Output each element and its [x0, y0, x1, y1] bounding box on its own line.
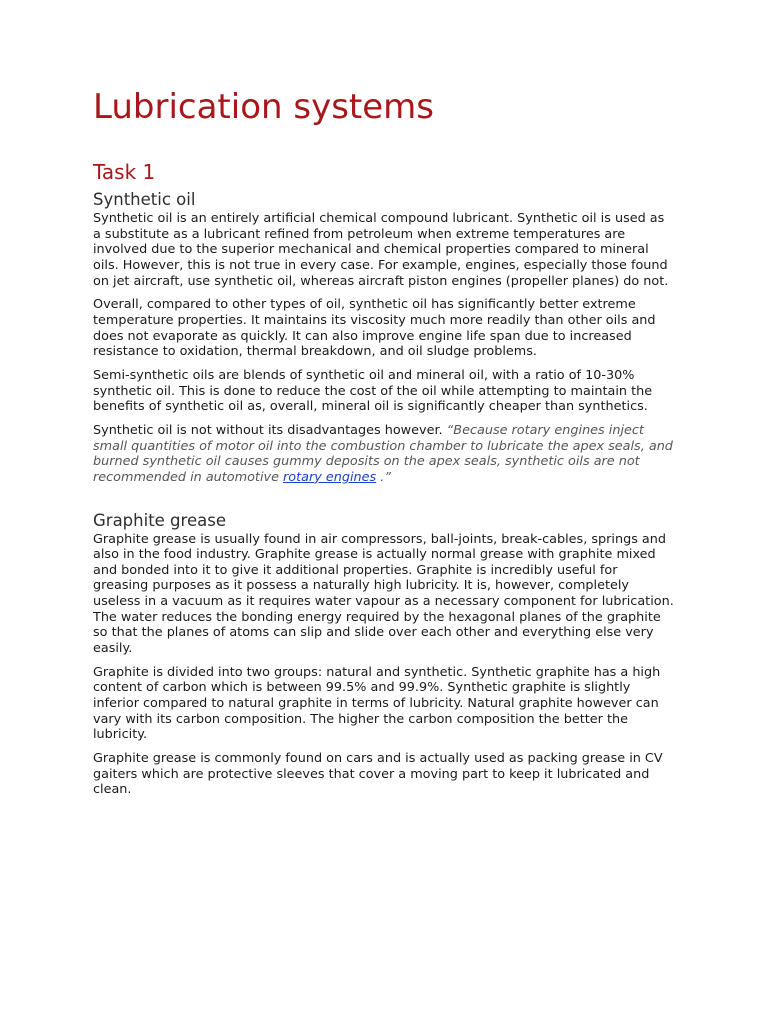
- document-title: Lubrication systems: [93, 87, 434, 127]
- graphite-paragraph-3: Graphite grease is commonly found on cars and is actually used as packing grease in CV gaiters which are protective sleeves that cover a moving part to keep it lubricated and clean.: [93, 751, 663, 798]
- graphite-grease-heading: Graphite grease: [93, 510, 226, 530]
- synthetic-paragraph-4: [93, 423, 676, 486]
- task-heading: Task 1: [93, 160, 156, 184]
- rotary-engines-link[interactable]: rotary engines: [283, 469, 377, 485]
- graphite-paragraph-1: Graphite grease is usually found in air compressors, ball-joints, break-cables, springs and also in the food industry. Graphite grease is actually normal grease with graphite mixed and bonded into it to give it additional properties. Graphite is incredibly useful for greasing purposes as it possess a naturally high lubricity. It is, however, completely useless in a vacuum as it requires water vapour as a necessary component for lubrication. The water reduces the bonding energy required by the hexagonal planes of the graphite so that the planes of atoms can slip and slide over each other and everything else very easily.: [93, 531, 674, 657]
- synthetic-oil-heading: Synthetic oil: [93, 190, 196, 209]
- synthetic-paragraph-2: Overall, compared to other types of oil, synthetic oil has significantly better extreme temperature properties. It maintains its viscosity much more readily than other oils and does not evaporate as quickly. It can also improve engine life span due to increased resistance to oxidation, thermal breakdown, and oil sludge problems.: [93, 297, 656, 360]
- graphite-paragraph-2: Graphite is divided into two groups: natural and synthetic. Synthetic graphite has a high content of carbon which is between 99.5% and 99.9%. Synthetic graphite is slightly inferior compared to natural graphite in terms of lubricity. Natural graphite however can vary with its carbon composition. The higher the carbon composition the better the lubricity.: [93, 664, 661, 743]
- quote-end: .”: [376, 469, 391, 485]
- synthetic-paragraph-3: Semi-synthetic oils are blends of synthetic oil and mineral oil, with a ratio of 10-30% synthetic oil. This is done to reduce the cost of the oil while attempting to maintain the benefits of synthetic oil as, overall, mineral oil is significantly cheaper than synthetics.: [93, 367, 653, 415]
- quote-text: “Because rotary engines inject small quantities of motor oil into the combustion chamber to lubricate the apex seals, and burned synthetic oil causes gummy deposits on the apex seals, synthetic oils are not recommended in automotive: [93, 422, 673, 485]
- synthetic-paragraph-4-lead: Synthetic oil is not without its disadvantages however.: [93, 422, 447, 438]
- synthetic-paragraph-1: Synthetic oil is an entirely artificial chemical compound lubricant. Synthetic oil is used as a substitute as a lubricant refined from petroleum when extreme temperatures are involved due to the superior mechanical and chemical properties compared to mineral oils. However, this is not true in every case. For example, engines, especially those found on jet aircraft, use synthetic oil, whereas aircraft piston engines (propeller planes) do not.: [93, 211, 669, 289]
